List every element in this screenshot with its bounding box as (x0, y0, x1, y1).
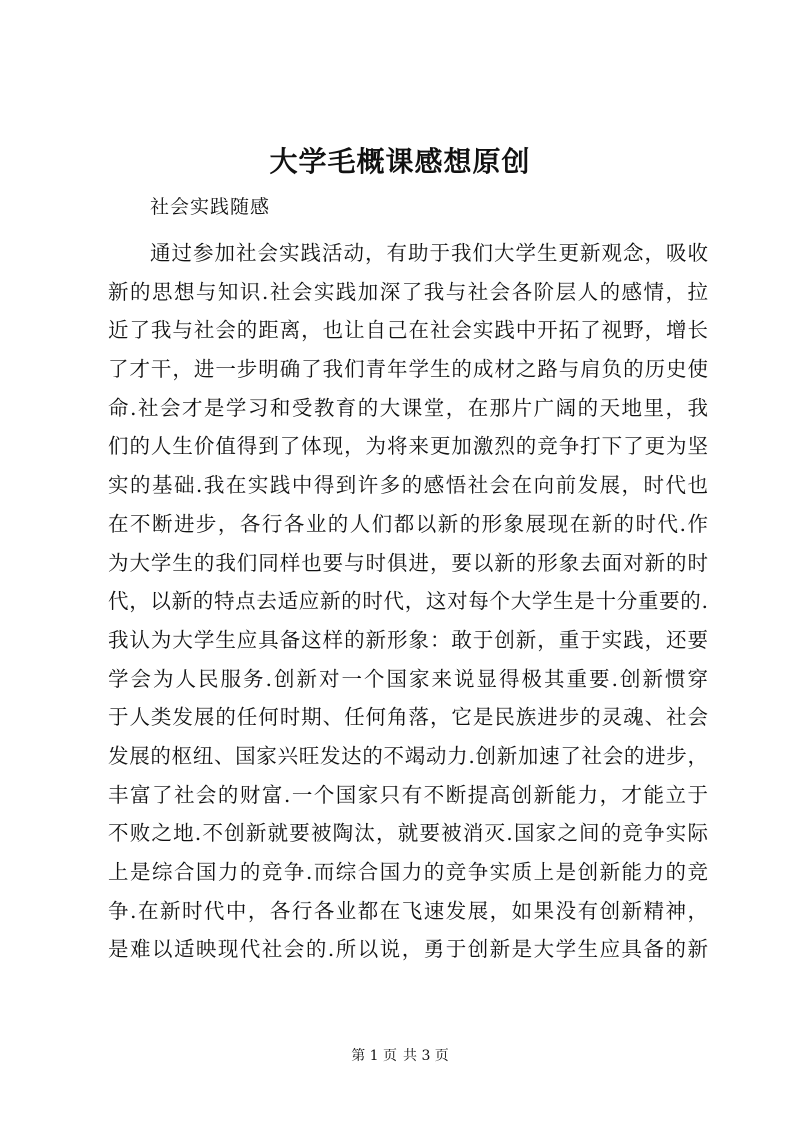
body-line: 发展的枢纽、国家兴旺发达的不竭动力.创新加速了社会的进步， (108, 743, 708, 768)
document-title: 大学毛概课感想原创 (269, 145, 531, 178)
body-line: 新的思想与知识.社会实践加深了我与社会各阶层人的感情，拉 (108, 279, 708, 304)
body-line: 上是综合国力的竞争.而综合国力的竞争实质上是创新能力的竞 (108, 860, 708, 884)
body-line: 我认为大学生应具备这样的新形象：敢于创新，重于实践，还要 (108, 627, 708, 652)
body-paragraph (108, 234, 708, 969)
body-line: 近了我与社会的距离，也让自己在社会实践中开拓了视野，增长 (108, 318, 708, 343)
body-line: 命.社会才是学习和受教育的大课堂，在那片广阔的天地里，我 (108, 395, 708, 420)
body-line: 通过参加社会实践活动，有助于我们大学生更新观念，吸收 (150, 241, 708, 265)
body-line: 丰富了社会的财富.一个国家只有不断提高创新能力，才能立于 (108, 782, 708, 807)
body-line: 们的人生价值得到了体现，为将来更加激烈的竞争打下了更为坚 (108, 434, 708, 459)
page-total: 共 3 页 (403, 1048, 449, 1064)
body-line: 在不断进步，各行各业的人们都以新的形象展现在新的时代.作 (108, 511, 708, 536)
body-line: 是难以适映现代社会的.所以说，勇于创新是大学生应具备的新 (108, 937, 708, 962)
body-line: 实的基础.我在实践中得到许多的感悟社会在向前发展，时代也 (108, 473, 708, 498)
body-line: 了才干，进一步明确了我们青年学生的成材之路与肩负的历史使 (108, 357, 708, 382)
document-subtitle: 社会实践随感 (150, 196, 271, 218)
body-line: 不败之地.不创新就要被陶汰，就要被消灭.国家之间的竞争实际 (108, 821, 708, 846)
page-footer (0, 1046, 800, 1066)
body-line: 为大学生的我们同样也要与时俱进，要以新的形象去面对新的时 (108, 550, 708, 575)
body-line: 学会为人民服务.创新对一个国家来说显得极其重要.创新惯穿 (108, 666, 708, 691)
page-number: 第 1 页 (351, 1048, 397, 1064)
body-line: 争.在新时代中，各行各业都在飞速发展，如果没有创新精神， (108, 898, 708, 923)
body-line: 于人类发展的任何时期、任何角落，它是民族进步的灵魂、社会 (108, 705, 708, 730)
body-line: 代，以新的特点去适应新的时代，这对每个大学生是十分重要的. (108, 589, 708, 614)
